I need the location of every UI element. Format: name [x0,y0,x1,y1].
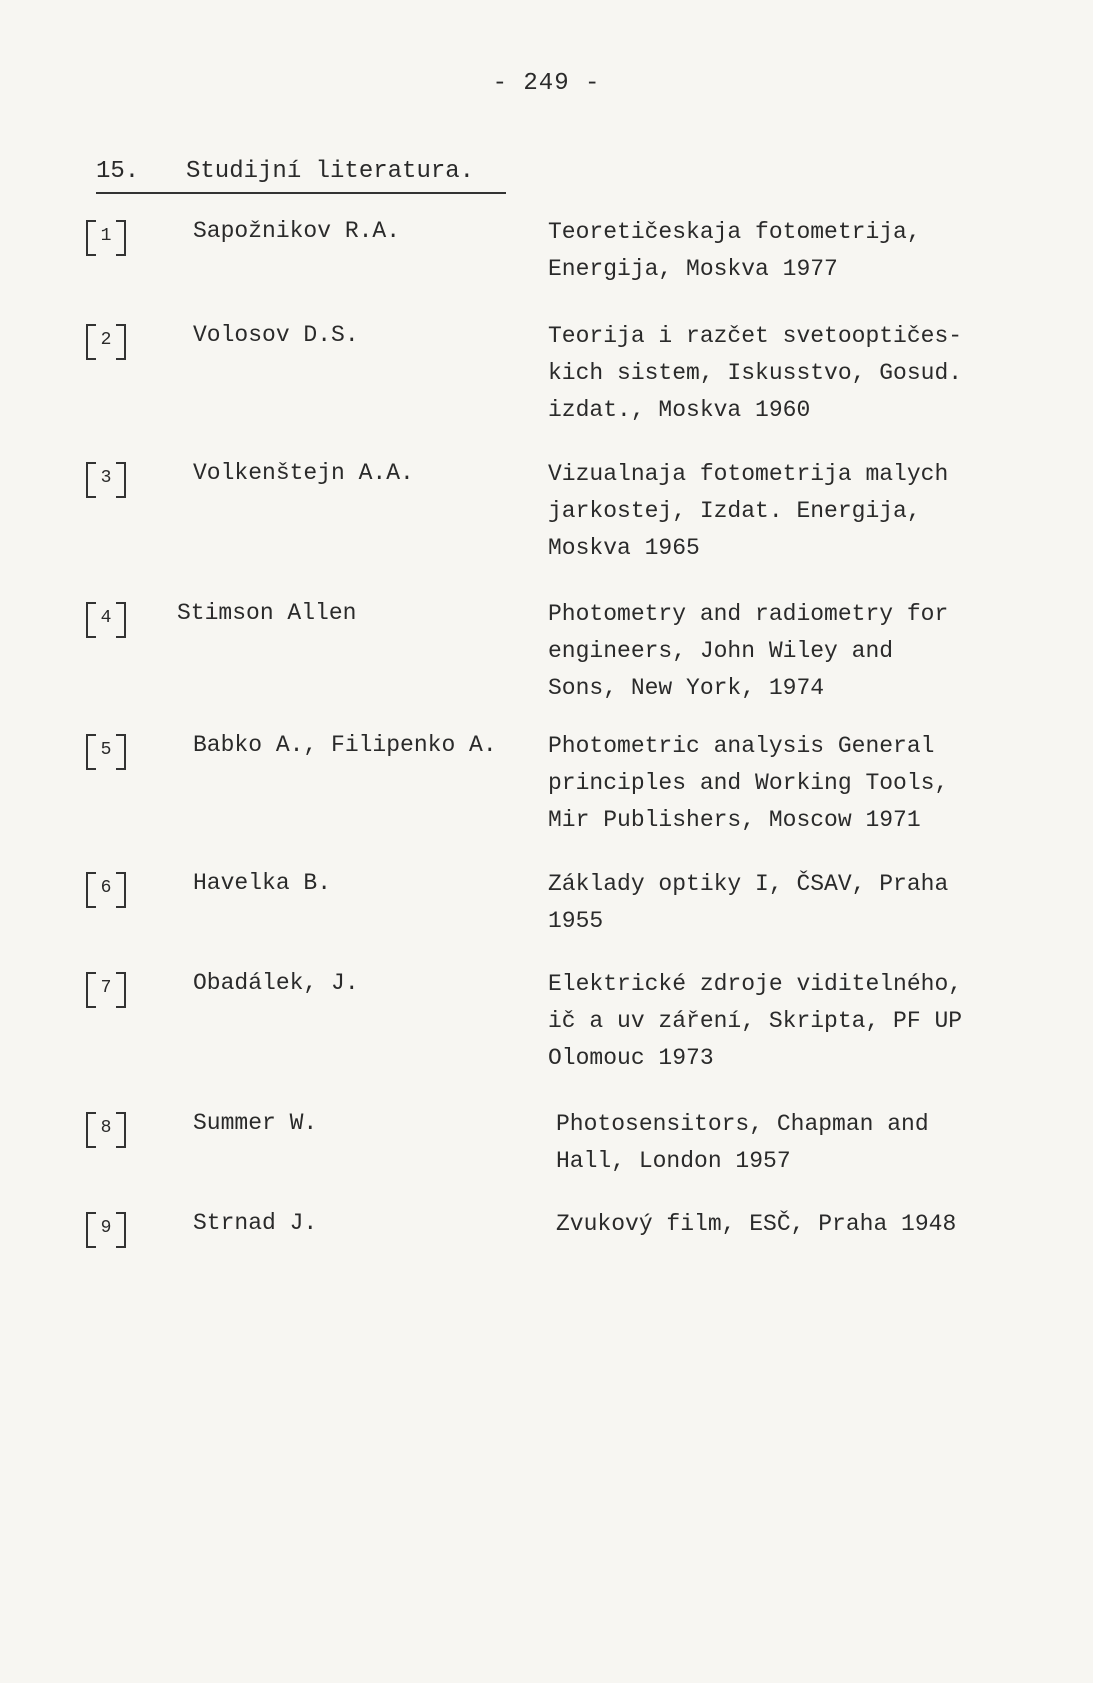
reference-index: 7 [86,972,126,1004]
reference-title: Elektrické zdroje viditelného, ič a uv záření, Skripta, PF UP Olomouc 1973 [548,971,963,1071]
reference-title: Zvukový film, ESČ, Praha 1948 [556,1211,957,1237]
reference-author: Sapožnikov R.A. [193,218,401,244]
reference-title: Teoretičeskaja fotometrija, Energija, Moskva 1977 [548,219,921,282]
reference-author: Obadálek, J. [193,970,359,996]
reference-title: Vizualnaja fotometrija malych jarkostej, Izdat. Energija, Moskva 1965 [548,461,949,561]
reference-title: Photometry and radiometry for engineers, John Wiley and Sons, New York, 1974 [548,601,949,701]
reference-index: 8 [86,1112,126,1144]
section-title: Studijní literatura. [186,158,475,185]
reference-index: 4 [86,602,126,634]
section-number: 15. [96,158,140,185]
section-underline [96,192,506,194]
reference-title: Photometric analysis General principles and Working Tools, Mir Publishers, Moscow 1971 [548,733,949,833]
reference-title: Teorija i razčet svetooptičes- kich sistem, Iskusstvo, Gosud. izdat., Moskva 1960 [548,323,963,423]
reference-author: Volkenštejn A.A. [193,460,414,486]
reference-index: 2 [86,324,126,356]
page-number: - 249 - [492,70,601,97]
reference-index: 3 [86,462,126,494]
reference-title: Photosensitors, Chapman and Hall, London 1957 [556,1111,929,1174]
reference-author: Summer W. [193,1110,318,1136]
reference-index: 6 [86,872,126,904]
section-heading [96,158,474,185]
reference-index: 5 [86,734,126,766]
reference-author: Strnad J. [193,1210,318,1236]
reference-author: Volosov D.S. [193,322,359,348]
reference-author: Havelka B. [193,870,332,896]
reference-author: Babko A., Filipenko A. [193,732,497,758]
reference-index: 9 [86,1212,126,1244]
reference-index: 1 [86,220,126,252]
reference-author: Stimson Allen [177,600,357,626]
reference-title: Základy optiky I, ČSAV, Praha 1955 [548,871,949,934]
